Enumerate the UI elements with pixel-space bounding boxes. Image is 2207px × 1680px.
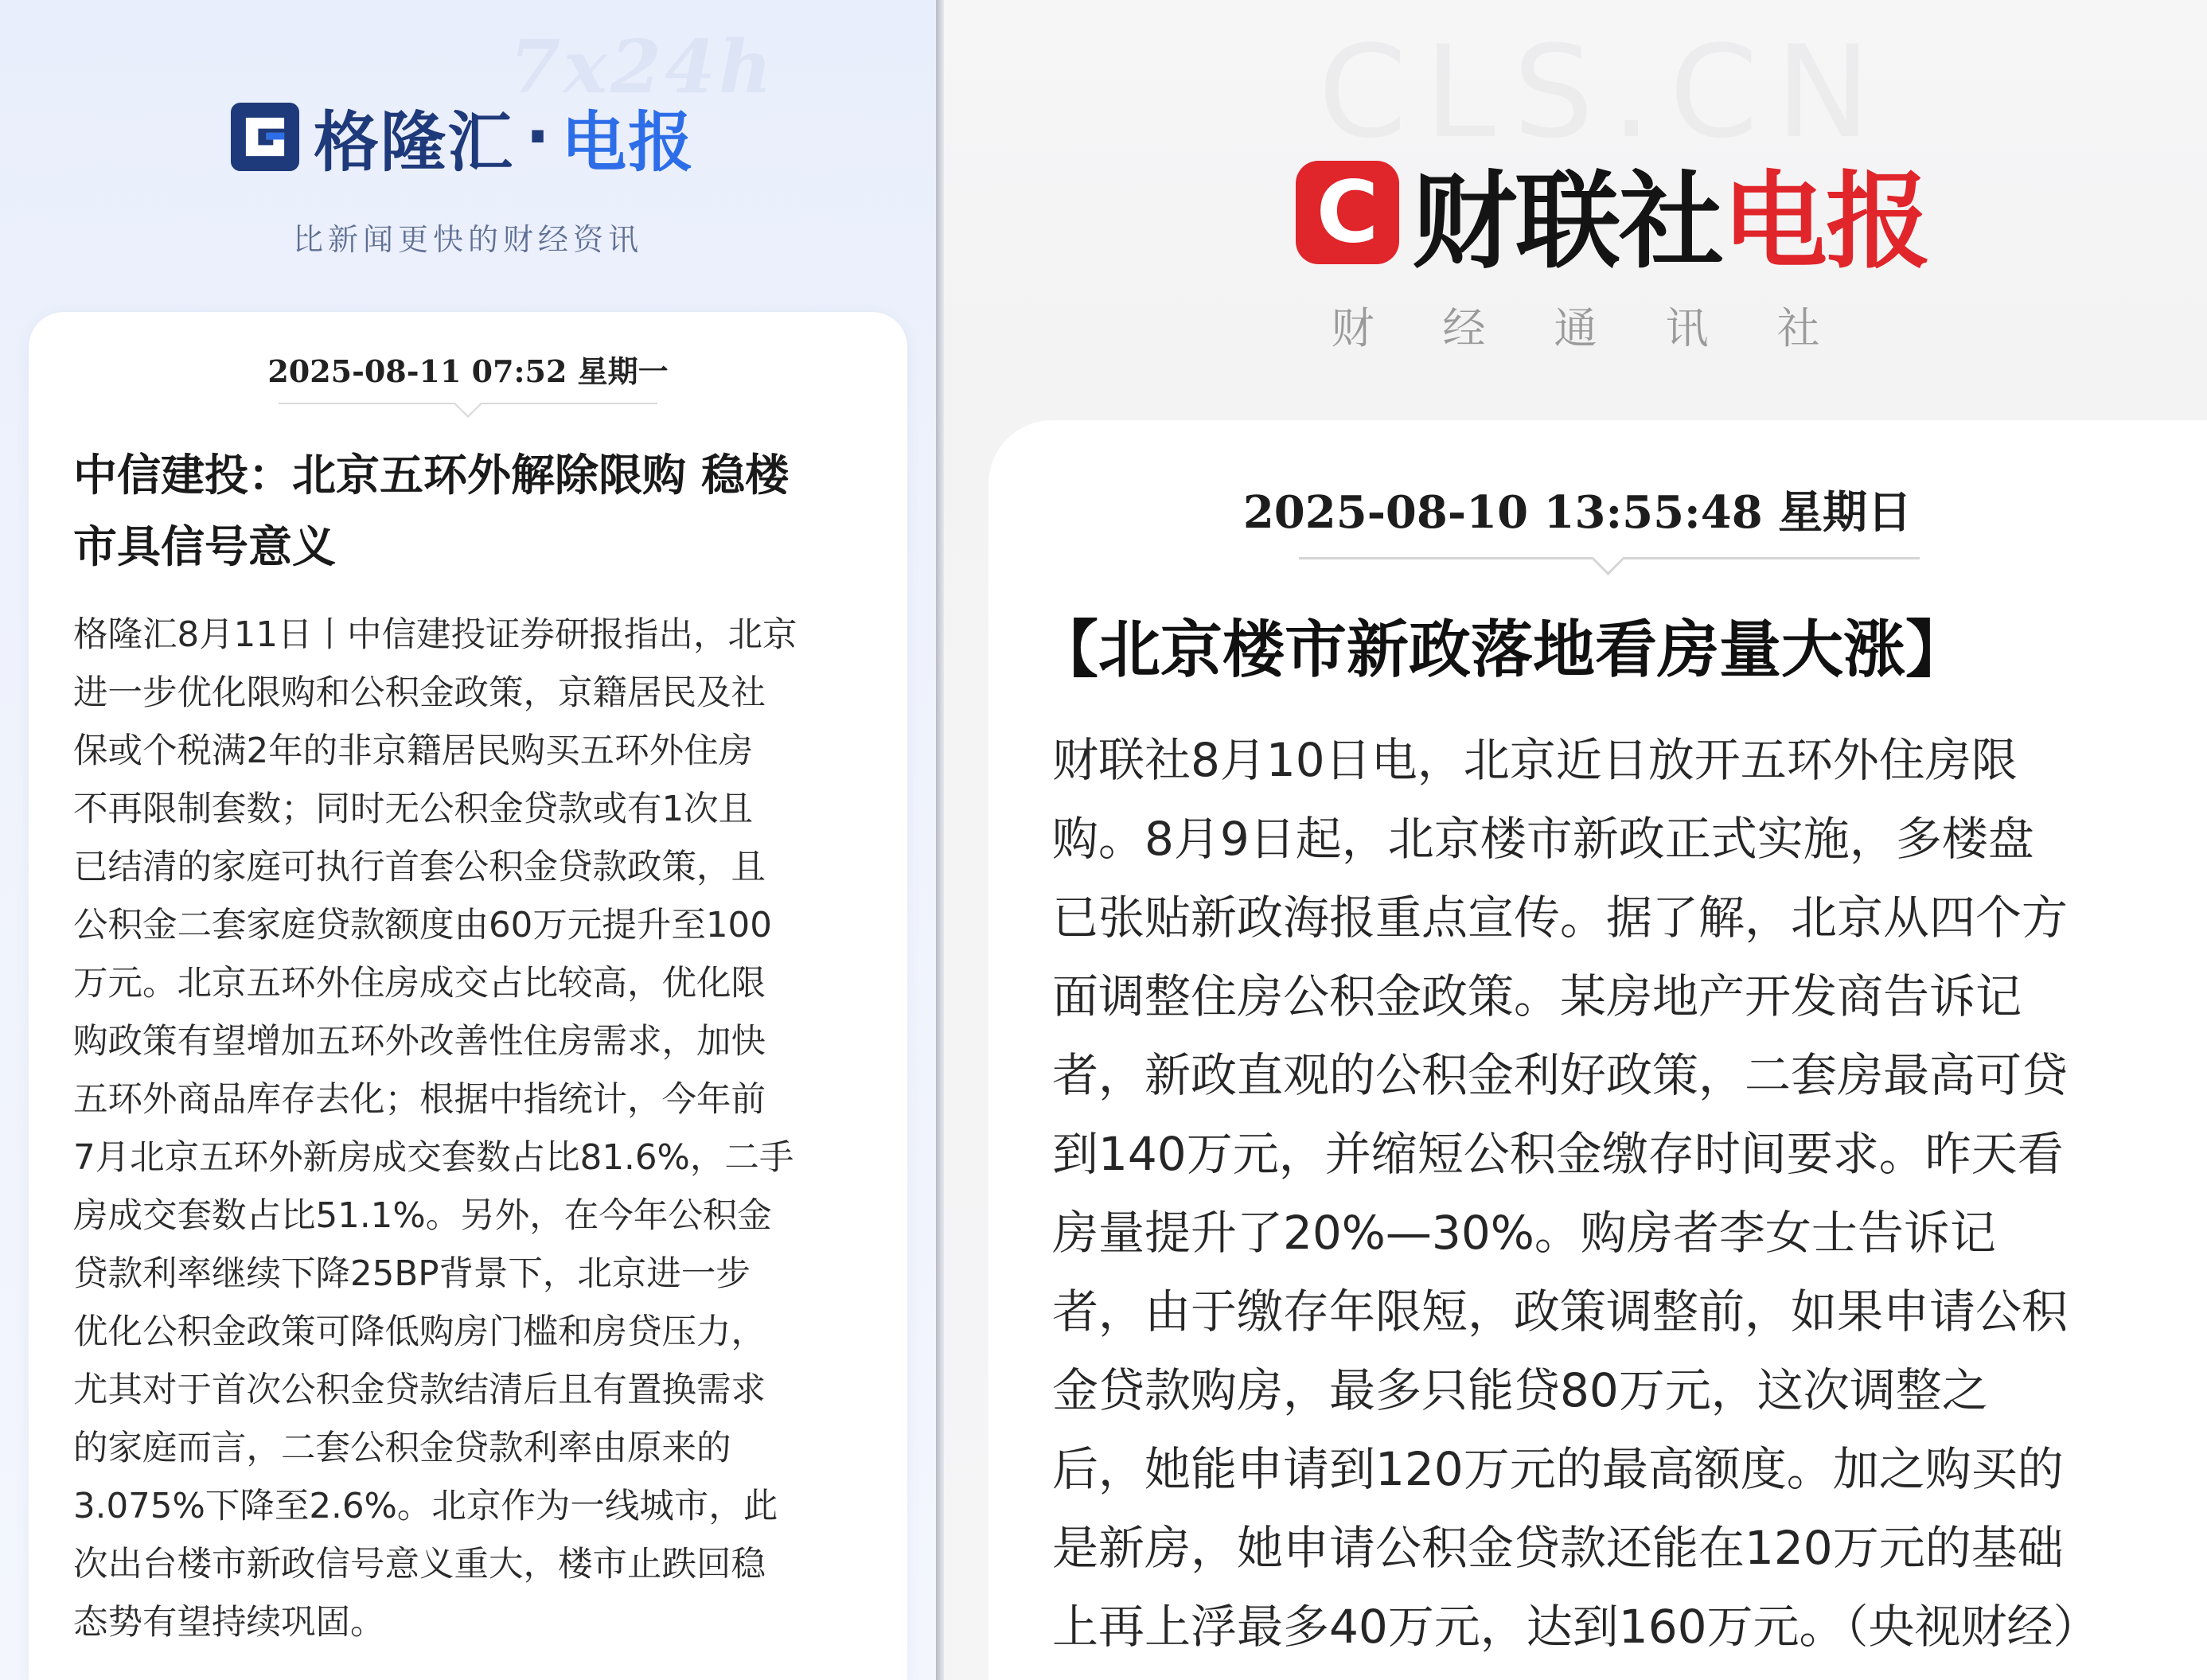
body-line: 保或个税满2年的非京籍居民购买五环外住房 (73, 731, 754, 771)
body-line: 次出台楼市新政信号意义重大，楼市止跌回稳 (73, 1545, 766, 1585)
cls-news-card (988, 420, 2207, 1680)
panel-divider (936, 0, 944, 1680)
body-line: 金贷款购房，最多只能贷80万元，这次调整之 (1052, 1363, 1988, 1417)
gelonghui-news-title (73, 439, 869, 583)
gelonghui-news-body (73, 606, 901, 1652)
gelonghui-panel (0, 0, 936, 1680)
body-line: 购政策有望增加五环外改善性住房需求，加快 (73, 1022, 766, 1062)
body-line: 公积金二套家庭贷款额度由60万元提升至100 (73, 906, 772, 945)
cls-c-letter: C (1316, 163, 1379, 263)
gelonghui-brand-sub: 电报 (561, 104, 696, 181)
body-line: 者，由于缴存年限短，政策调整前，如果申请公积 (1052, 1284, 2069, 1339)
body-line: 五环外商品库存去化；根据中指统计，今年前 (73, 1080, 766, 1120)
cls-c-icon (1296, 161, 1399, 264)
date-divider-notch (1592, 543, 1624, 575)
body-line: 贷款利率继续下降25BP背景下，北京进一步 (73, 1254, 751, 1294)
gelonghui-brand-name: 格隆汇 (314, 104, 515, 181)
body-line: 财联社8月10日电，北京近日放开五环外住房限 (1052, 733, 2018, 787)
date-divider-notch (454, 391, 482, 418)
cls-news-title: 【北京楼市新政落地看房量大涨】 (1036, 614, 1968, 686)
gelonghui-g-icon (231, 103, 299, 171)
body-line: 购。8月9日起，北京楼市新政正式实施，多楼盘 (1052, 812, 2034, 866)
body-line: 到140万元，并缩短公积金缴存时间要求。昨天看 (1052, 1127, 2064, 1181)
body-line: 不再限制套数；同时无公积金贷款或有1次且 (73, 789, 754, 829)
title-line: 市具信号意义 (73, 520, 337, 572)
cls-logo (1296, 153, 1929, 283)
gelonghui-logo (231, 97, 696, 181)
title-line: 中信建投：北京五环外解除限购 稳楼 (73, 449, 790, 501)
body-line: 尤其对于首次公积金贷款结清后且有置换需求 (73, 1370, 766, 1410)
body-line: 后，她能申请到120万元的最高额度。加之购买的 (1052, 1442, 2064, 1496)
gelonghui-news-date: 2025-08-11 07:52 星期一 (267, 353, 669, 389)
cls-news-body (1052, 721, 2207, 1666)
body-line: 的家庭而言，二套公积金贷款利率由原来的 (73, 1429, 731, 1468)
gelonghui-slogan: 比新闻更快的财经资讯 (292, 222, 643, 257)
body-line: 者，新政直观的公积金利好政策，二套房最高可贷 (1052, 1048, 2069, 1102)
body-line: 房量提升了20%—30%。购房者李女士告诉记 (1052, 1206, 1996, 1260)
body-line: 进一步优化限购和公积金政策，京籍居民及社 (73, 673, 766, 713)
body-line: 面调整住房公积金政策。某房地产开发商告诉记 (1052, 969, 2022, 1023)
body-line: 优化公积金政策可降低购房门槛和房贷压力， (73, 1312, 766, 1352)
body-line: 已结清的家庭可执行首套公积金贷款政策，且 (73, 848, 766, 887)
body-line: 格隆汇8月11日丨中信建投证券研报指出，北京 (73, 615, 797, 655)
left-watermark: 7x24h (509, 24, 775, 110)
cls-subtitle: 财经通讯社 (1331, 303, 1889, 353)
body-line: 已张贴新政海报重点宣传。据了解，北京从四个方 (1052, 891, 2069, 945)
body-line: 万元。北京五环外住房成交占比较高，优化限 (73, 964, 766, 1004)
body-line: 3.075%下降至2.6%。北京作为一线城市，此 (73, 1487, 778, 1526)
cls-panel (944, 0, 2207, 1680)
cls-brand-sub: 电报 (1722, 161, 1929, 283)
body-line: 上再上浮最多40万元，达到160万元。（央视财经） (1052, 1600, 2100, 1654)
body-line: 是新房，她申请公积金贷款还能在120万元的基础 (1052, 1521, 2064, 1575)
body-line: 房成交套数占比51.1%。另外，在今年公积金 (73, 1196, 772, 1236)
cls-news-date: 2025-08-10 13:55:48 星期日 (1242, 486, 1913, 539)
body-line: 态势有望持续巩固。 (73, 1603, 385, 1643)
gelonghui-news-card (29, 312, 907, 1680)
brand-dot: · (525, 99, 551, 175)
cls-brand-name: 财联社 (1412, 161, 1722, 283)
body-line: 7月北京五环外新房成交套数占比81.6%，二手 (73, 1138, 794, 1178)
